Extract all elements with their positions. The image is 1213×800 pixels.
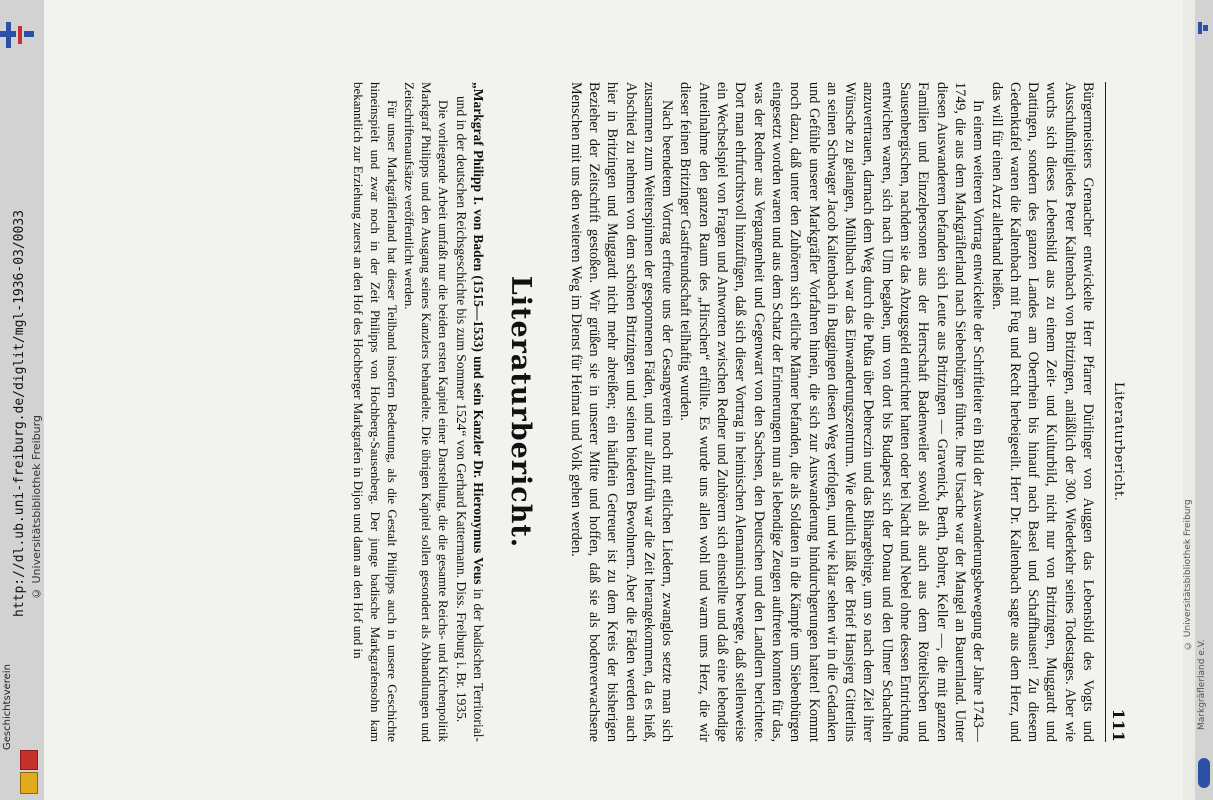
rotated-page-content [350, 82, 1128, 742]
section-heading: Literaturbericht. [505, 275, 537, 549]
org-name: Geschichtsverein [2, 664, 13, 750]
copyright-text: © Universitätsbibliothek Freiburg [30, 415, 43, 600]
review-paragraph: Die vorliegende Arbeit umfaßt nur die beiden ersten Kapitel einer Darstellung, die die gesamte Reichs- und Kirchenpolitik Markgraf Philipps und den Ausgang seines Kanzlers behandelte. Die übrigen Kapitel sollen gesondert als Abhandlungen und Zeitschriftenaufsätze veröffentlicht werden. [402, 82, 452, 742]
running-head: Literaturbericht. [1111, 382, 1126, 502]
right-edge-text: Markgräflerland e.V. [1197, 639, 1207, 730]
page-url-text[interactable]: http://dl.ub.uni-freiburg.de/diglit/mgl-1936-03/0033 [12, 210, 27, 617]
eu-crest-icon [1198, 758, 1210, 788]
literature-entry [350, 82, 487, 742]
running-header [1105, 82, 1128, 742]
page-number: 111 [1109, 708, 1128, 742]
bibliography-citation [452, 82, 487, 742]
review-paragraph: Für unser Markgräflerland hat dieser Teilband insofern Bedeutung, als die Gestalt Philipps auch in unsere Geschichte hineinspielt und zwar noch in der Zeit Philipps von Hochberg-Sausenberg. Der junge badische Markgrafensohn kam bekanntlich zur Erziehung zuerst an den Hof des Hochberger Markgrafen in Dijon und dann an den Hof und in [351, 82, 401, 742]
citation-rest: in der badischen Territorial- und in der deutschen Reichsgeschichte bis zum Sommer 1524“ von Gerhard Kattermann. Diss. Freiburg i. Br. 1935. [453, 96, 487, 742]
paragraph: Nach beendetem Vortrag erfreute uns der Gesangverein noch mit etlichen Liedern, zwanglos setzte man sich zusammen zum Weiterspinnen der gesponnenen Fäden, und nur allzufrüh war die Zeit herangekommen, da es hieß, Abschied zu nehmen von dem schönen Britzingen und seinen biederen Bewohnern. Aber die Fäden werden auch hier in Britzingen und Muggardt nicht mehr abreißen; ein häuflein Getreuer ist zu dem Kreis der bisherigen Bezieher der Zeitschrift gestoßen. Wir grüßen sie in unserer Mitte und hoffen, daß sie als bodenverwachsene Menschen mit uns den weiteren Weg im Dienst für Heimat und Volk gehen werden. [567, 82, 676, 742]
crest-icon [20, 750, 38, 796]
left-panel [0, 0, 44, 800]
page-edge [1183, 0, 1195, 800]
citation-title: „Markgraf Philipp I. von Baden (1515—1533) und sein Kanzler Dr. Hieronymus Veus [471, 82, 487, 585]
ub-logo-icon[interactable] [0, 22, 36, 48]
paragraph: In einem weiteren Vortrag entwickelte der Schriftleiter ein Bild der Auswanderungsbewegung der Jahre 1743—1749, die aus dem Markgräflerland nach Siebenbürgen führte. Ihre Ursache war der Mangel an Bauernland. Unter diesen Auswanderern befanden sich Leute aus Britzingen — Gravenick, Berth, Bohrer, Keller —, die mit ganzen Familien und Einzelpersonen aus der Herrschaft Badenweiler sowohl als auch aus dem Rötteliscben und Sausenbergischen, nachdem sie das Abzugsgeld entrichtet hatten oder bei Nacht und Nebel ohne dessen Entrichtung entwichen waren, sich nach Ulm begaben, um von dort bis Budapest sich der Donau und den Ulmer Schachteln anzuvertrauen, darnach dem Weg durch die Pußta über Debreczin und das Bihargebirge, um so nach dem Ziel ihrer Wünsche zu gelangen, Mühlbach war das Einwanderungszentrum. Wie deutlich läßt der Brief Hansjerg Gitterlins an seinen Schwager Jacob Kaltenbach in Buggingen diesen Weg verfolgen, und wie klar sehen wir in die Gedanken und Gefühle unserer Markgräfler Vorfahren hinein, die sich zur Auswanderung hindurchgerungen hatten! Kommt noch dazu, daß unter den Zuhörern sich etliche Männer befanden, die als Soldaten in die Kämpfe um Siebenbürgen eingesetzt worden waren und aus dem Schatz der Erinnerungen nun als lebendige Zeugen auftreten konnten für das, was der Redner aus Vergangenheit und Gegenwart von den Sachsen, den Deutschen und den Landlern berichtete. Dort man ehrfurchtsvoll hinzufügen, daß sich dieser Vortrag in heimischen Alemannisch bewegte, daß stellenweise ein Wechselspiel von Fragen und Antworten zwischen Redner und Zuhörern sich einstellte und daß eine lebendige Anteilnahme den ganzen Raum des „Hirschen“ erfüllte. Es wurde uns allen wohl und warm ums Herz, die wir dieser feinen Britzinger Gastfreundschaft teilhaftig wurden. [677, 82, 987, 742]
right-panel [1195, 0, 1213, 800]
ub-logo-small-icon[interactable] [1198, 22, 1208, 34]
edge-copyright: © Universitätsbibliothek Freiburg [1183, 499, 1193, 650]
article-body [566, 82, 1097, 742]
paragraph: Bürgermeisters Grenacher entwickelte Herr Pfarrer Dürlinger von Auggen das Lebensbild des Vogts und Ausschußmitgliedes Peter Kaltenbach von Britzingen, anläßlich der 300. Wiederkehr seines Todestages. Aber wie wuchs sich dieses Lebensbild aus zu einem Zeit- und Kulturbild, nicht nur von Britzingen, Muggardt und Dattingen, sondern des ganzen Landes am Oberrhein bis hinauf nach Basel und Schaffhausen! Zu diesem Gedenktafel waren die Kaltenbach mit Fug und Recht herbeigeeilt. Herr Dr. Kaltenbach sagte aus dem Herz, und das will für einen Arzt allerhand heißen. [988, 82, 1096, 742]
